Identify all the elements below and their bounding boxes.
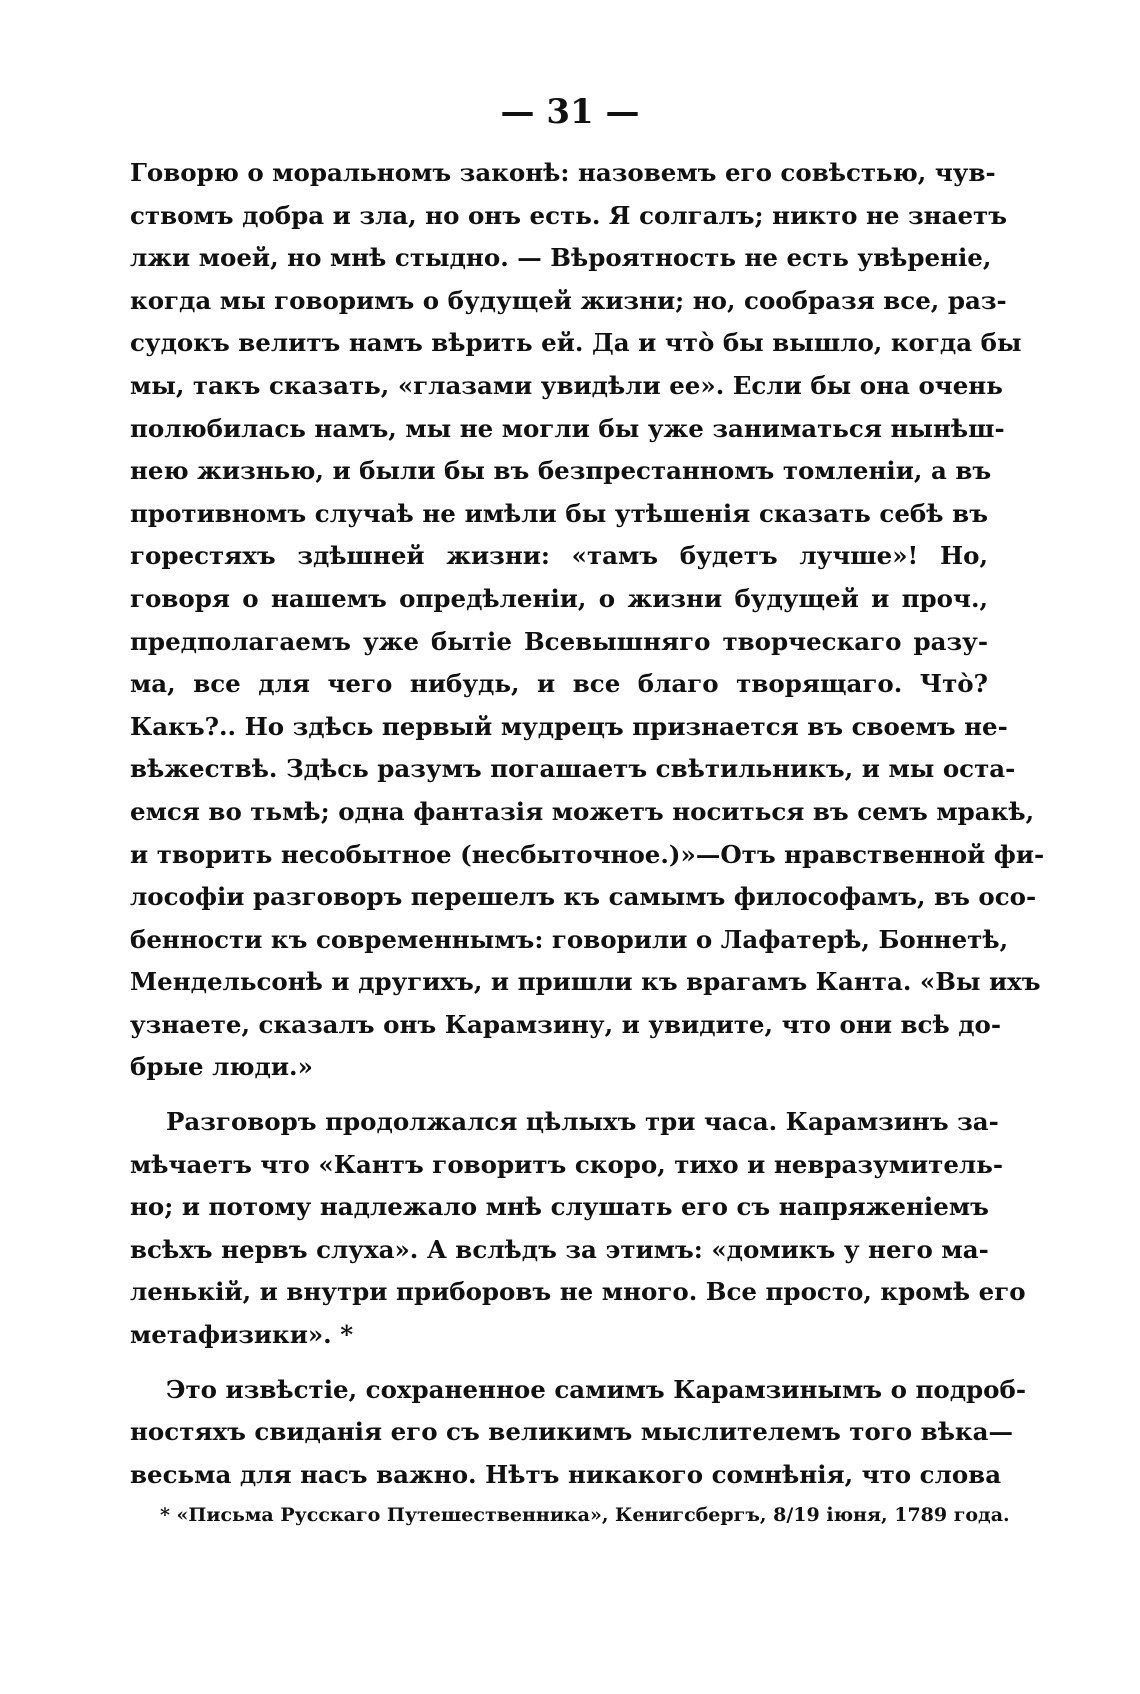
text-line: и творить несобытное (несбыточное.)»—Отъ нравственной фи-	[130, 839, 1045, 869]
text-line: лософіи разговоръ перешелъ къ самымъ философамъ, въ осо-	[130, 882, 1037, 912]
text-line: ма, все для чего нибудь, и все благо творящаго. Что̀?	[130, 669, 988, 699]
text-line: ствомъ добра и зла, но онъ есть. Я солгалъ; никто не знаетъ	[130, 200, 1008, 230]
text-line: узнаете, сказалъ онъ Карамзину, и увидите, что они всѣ до-	[130, 1009, 1002, 1039]
text-line: нею жизнью, и были бы въ безпрестанномъ томленіи, а въ	[130, 456, 992, 486]
footnote: * «Письма Русскаго Путешественника», Кенигсбергъ, 8/19 іюня, 1789 года.	[160, 1504, 1010, 1526]
text-line: брые люди.»	[130, 1052, 313, 1082]
paragraph-3	[130, 1369, 1027, 1497]
text-line: Какъ?.. Но здѣсь первый мудрецъ признается въ своемъ не-	[130, 711, 1008, 741]
text-line: говоря о нашемъ опредѣленіи, о жизни будущей и проч.,	[130, 583, 988, 613]
paragraph-2	[130, 1101, 1026, 1357]
page-number: — 31 —	[500, 92, 640, 132]
text-line: Мендельсонѣ и другихъ, и пришли къ врагамъ Канта. «Вы ихъ	[130, 967, 1041, 997]
text-line: ленькій, и внутри приборовъ не много. Все просто, кромѣ его	[130, 1277, 1026, 1307]
text-line: горестяхъ здѣшней жизни: «тамъ будетъ лучше»! Но,	[130, 541, 988, 571]
body-text	[130, 152, 1045, 1496]
text-line: метафизики». *	[130, 1320, 354, 1350]
text-line: полюбилась намъ, мы не могли бы уже заниматься нынѣш-	[130, 413, 1005, 443]
text-line: бенности къ современнымъ: говорили о Лафатерѣ, Боннетѣ,	[130, 924, 1009, 954]
text-line: мы, такъ сказать, «глазами увидѣли ее». Если бы она очень	[130, 370, 1003, 400]
text-line: Говорю о моральномъ законѣ: назовемъ его совѣстью, чув-	[130, 158, 996, 187]
text-line: Разговоръ продолжался цѣлыхъ три часа. Карамзинъ за-	[166, 1107, 999, 1137]
text-line: но; и потому надлежало мнѣ слушать его съ напряженіемъ	[130, 1192, 989, 1222]
text-line: вѣжествѣ. Здѣсь разумъ погашаетъ свѣтильникъ, и мы оста-	[130, 754, 1016, 784]
text-line: емся во тьмѣ; одна фантазія можетъ носиться въ семъ мракѣ,	[130, 796, 1035, 826]
text-line: когда мы говоримъ о будущей жизни; но, сообразя все, раз-	[130, 285, 1007, 315]
text-line: весьма для насъ важно. Нѣтъ никакого сомнѣнія, что слова	[130, 1459, 1002, 1489]
text-line: предполагаемъ уже бытіе Всевышняго творческаго разу-	[130, 626, 988, 656]
text-line: лжи моей, но мнѣ стыдно. — Вѣроятность не есть увѣреніе,	[130, 243, 992, 273]
text-line: мѣчаетъ что «Кантъ говоритъ скоро, тихо и невразумитель-	[130, 1149, 1004, 1179]
paragraph-1	[130, 152, 1045, 1089]
text-line: всѣхъ нервъ слуха». А вслѣдъ за этимъ: «домикъ у него ма-	[130, 1234, 989, 1264]
text-line: противномъ случаѣ не имѣли бы утѣшенія сказать себѣ въ	[130, 498, 988, 528]
text-line: Это извѣстіе, сохраненное самимъ Карамзинымъ о подроб-	[166, 1374, 1027, 1404]
text-line: ностяхъ свиданія его съ великимъ мыслителемъ того вѣка—	[130, 1417, 1013, 1447]
text-line: судокъ велитъ намъ вѣрить ей. Да и что̀ бы вышло, когда бы	[130, 328, 1022, 358]
